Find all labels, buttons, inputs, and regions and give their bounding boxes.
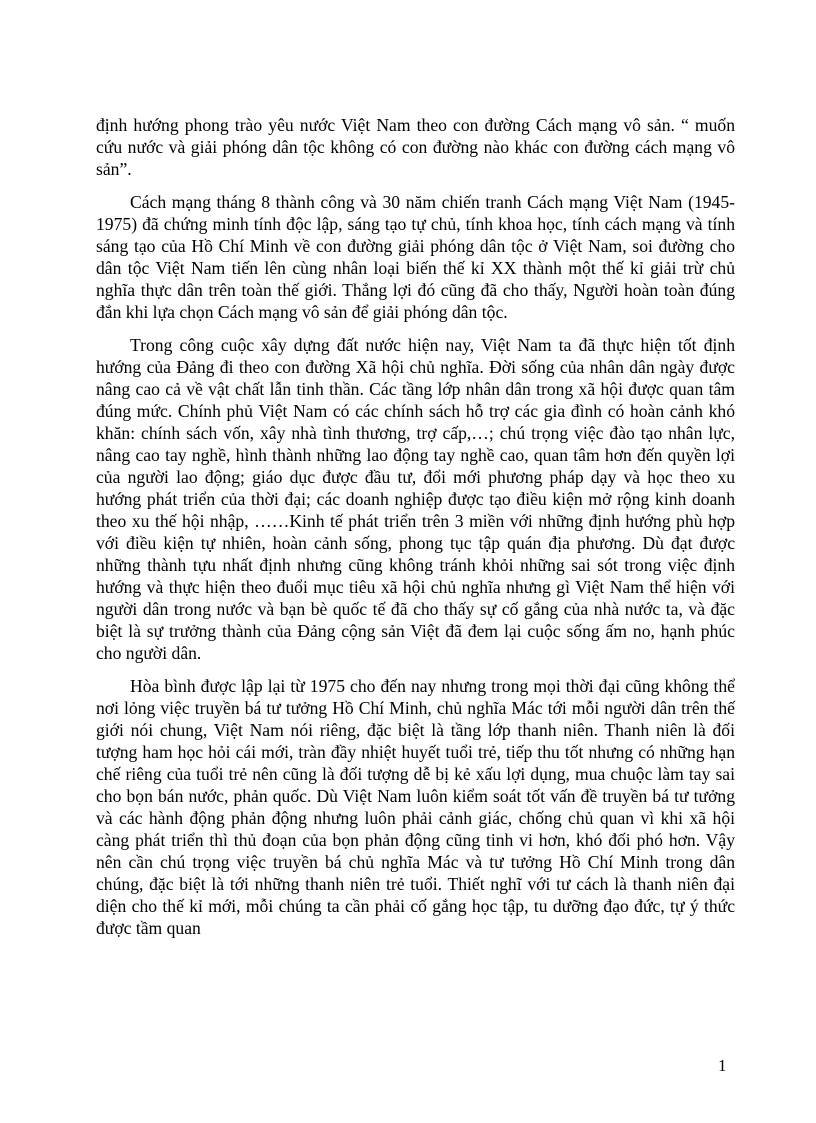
page-body [96,114,735,950]
paragraph-4: Hòa bình được lập lại từ 1975 cho đến nay nhưng trong mọi thời đại cũng không thể nơi lỏng việc truyền bá tư tưởng Hồ Chí Minh, chủ nghĩa Mác tới mỗi người dân trên thế giới nói chung, Việt Nam nói riêng, đặc biệt là tầng lớp thanh niên. Thanh niên là đối tượng ham học hỏi cái mới, tràn đầy nhiệt huyết tuổi trẻ, tiếp thu tốt nhưng có những hạn chế riêng của tuổi trẻ nên cũng là đối tượng dễ bị kẻ xấu lợi dụng, mua chuộc làm tay sai cho bọn bán nước, phản quốc. Dù Việt Nam luôn kiểm soát tốt vấn đề truyền bá tư tưởng và các hành động phản động nhưng luôn phải cảnh giác, chống chủ quan vì khi xã hội càng phát triển thì thủ đoạn của bọn phản động cũng tinh vi hơn, khó đối phó hơn. Vậy nên cần chú trọng việc truyền bá chủ nghĩa Mác và tư tưởng Hồ Chí Minh trong dân chúng, đặc biệt là tới những thanh niên trẻ tuổi. Thiết nghĩ với tư cách là thanh niên đại diện cho thế kỉ mới, mỗi chúng ta cần phải cố gắng học tập, tu dưỡng đạo đức, tự ý thức được tầm quan [96,676,735,938]
page-number: 1 [718,1056,727,1075]
paragraph-3: Trong công cuộc xây dựng đất nước hiện nay, Việt Nam ta đã thực hiện tốt định hướng của Đảng đi theo con đường Xã hội chủ nghĩa. Đời sống của nhân dân ngày được nâng cao cả về vật chất lẫn tinh thần. Các tầng lớp nhân dân trong xã hội được quan tâm đúng mức. Chính phủ Việt Nam có các chính sách hỗ trợ các gia đình có hoàn cảnh khó khăn: chính sách vốn, xây nhà tình thương, trợ cấp,…; chú trọng việc đào tạo nhân lực, nâng cao tay nghề, hình thành những lao động tay nghề cao, quan tâm hơn đến quyền lợi của người lao động; giáo dục được đầu tư, đổi mới phương pháp dạy và học theo xu hướng phát triển của thời đại; các doanh nghiệp được tạo điều kiện mở rộng kinh doanh theo xu thế hội nhập, ……Kinh tế phát triển trên 3 miền với những định hướng phù hợp với điều kiện tự nhiên, hoàn cảnh sống, phong tục tập quán địa phương. Dù đạt được những thành tựu nhất định nhưng cũng không tránh khỏi những sai sót trong việc định hướng và thực hiện theo đuổi mục tiêu xã hội chủ nghĩa nhưng gì Việt Nam thể hiện với người dân trong nước và bạn bè quốc tế đã cho thấy sự cố gắng của nhà nước ta, và đặc biệt là sự trưởng thành của Đảng cộng sản Việt đã đem lại cuộc sống ấm no, hạnh phúc cho người dân. [96,335,735,663]
paragraph-1: định hướng phong trào yêu nước Việt Nam theo con đường Cách mạng vô sản. “ muốn cứu nước và giải phóng dân tộc không có con đường nào khác con đường cách mạng vô sản”. [96,115,735,179]
paragraph-2: Cách mạng tháng 8 thành công và 30 năm chiến tranh Cách mạng Việt Nam (1945-1975) đã chứng minh tính độc lập, sáng tạo tự chủ, tính khoa học, tính cách mạng và tính sáng tạo của Hồ Chí Minh về con đường giải phóng dân tộc ở Việt Nam, soi đường cho dân tộc Việt Nam tiến lên cùng nhân loại biến thế kỉ XX thành một thế kỉ giải trừ chủ nghĩa thực dân trên toàn thế giới. Thắng lợi đó cũng đã cho thấy, Người hoàn toàn đúng đắn khi lựa chọn Cách mạng vô sản để giải phóng dân tộc. [96,192,735,322]
